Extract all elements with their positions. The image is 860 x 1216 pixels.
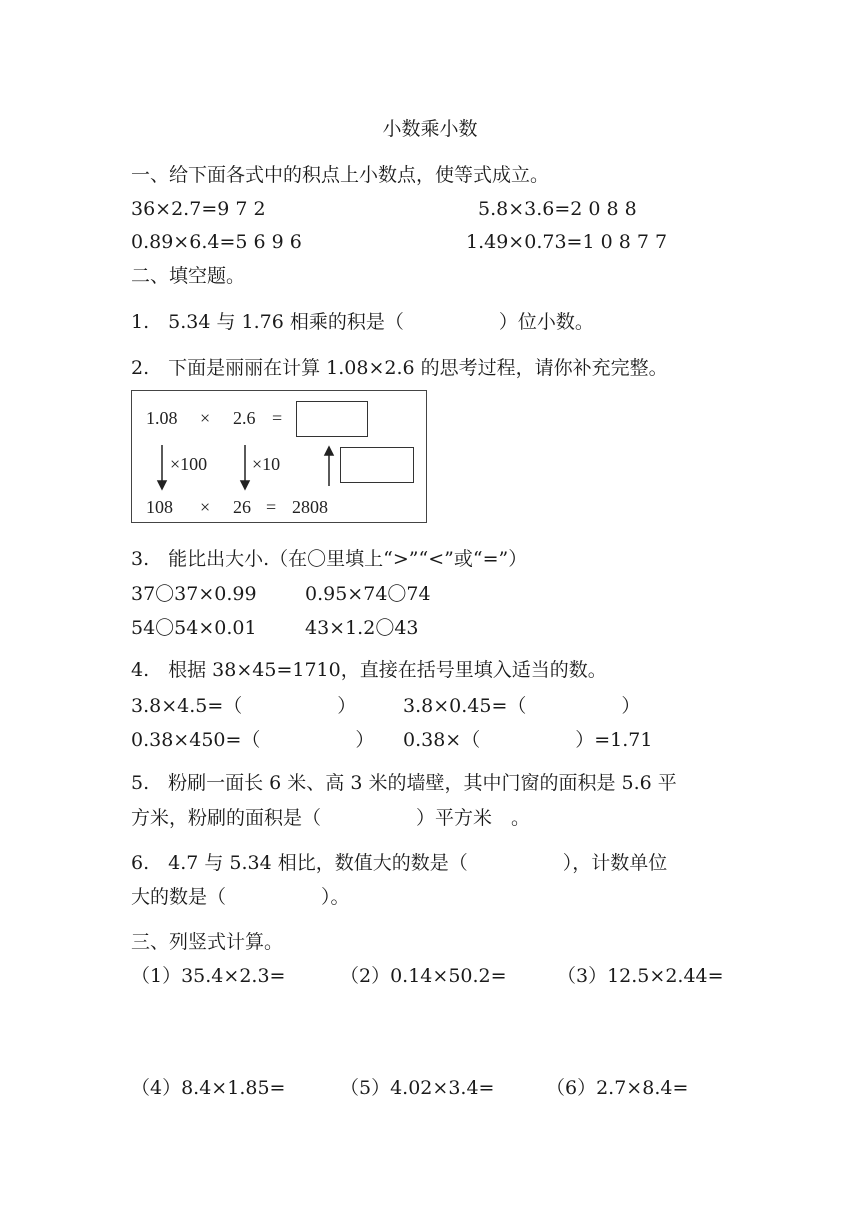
problem-5: （5）4.02×3.4= xyxy=(340,1077,495,1099)
question-6-line2: 大的数是（ ）。 xyxy=(131,886,350,908)
diagram-mid-b: ×10 xyxy=(252,454,281,474)
section1-heading: 一、给下面各式中的积点上小数点，使等式成立。 xyxy=(131,164,550,186)
answer-box-mid[interactable] xyxy=(340,447,414,483)
equation-2: 5.8×3.6=2 0 8 8 xyxy=(478,198,637,220)
question-6-line1: 6. 4.7 与 5.34 相比，数值大的数是（ ），计数单位 xyxy=(131,852,668,874)
problem-6: （6）2.7×8.4= xyxy=(546,1077,689,1099)
diagram-top-b: 2.6 xyxy=(233,408,256,428)
equation-3: 0.89×6.4=5 6 9 6 xyxy=(131,231,302,253)
compare-3: 54〇54×0.01 xyxy=(131,617,257,639)
problem-2: （2）0.14×50.2= xyxy=(340,965,507,987)
calculation-diagram xyxy=(131,390,427,523)
question-5-line2: 方米，粉刷的面积是（ ）平方米 。 xyxy=(131,807,531,829)
compare-2: 0.95×74〇74 xyxy=(305,583,431,605)
diagram-bot-b: 26 xyxy=(233,497,251,517)
problem-4: （4）8.4×1.85= xyxy=(131,1077,286,1099)
compare-4: 43×1.2〇43 xyxy=(305,617,419,639)
question-5-line1: 5. 粉刷一面长 6 米、高 3 米的墙壁，其中门窗的面积是 5.6 平 xyxy=(131,772,677,794)
section2-heading: 二、填空题。 xyxy=(131,265,246,287)
question-2: 2. 下面是丽丽在计算 1.08×2.6 的思考过程，请你补充完整。 xyxy=(131,357,668,379)
equation-4: 1.49×0.73=1 0 8 7 7 xyxy=(466,231,668,253)
section3-heading: 三、列竖式计算。 xyxy=(131,931,284,953)
fill-2: 3.8×0.45=（ ） xyxy=(403,695,641,717)
fill-3: 0.38×450=（ ） xyxy=(131,729,375,751)
diagram-bot-eq: = xyxy=(266,497,277,517)
diagram-top-times: × xyxy=(200,408,211,428)
diagram-mid-a: ×100 xyxy=(170,454,208,474)
diagram-bot-result: 2808 xyxy=(292,497,328,517)
diagram-top-a: 1.08 xyxy=(146,408,178,428)
fill-1: 3.8×4.5=（ ） xyxy=(131,695,357,717)
problem-1: （1）35.4×2.3= xyxy=(131,965,286,987)
compare-1: 37〇37×0.99 xyxy=(131,583,257,605)
question-1: 1. 5.34 与 1.76 相乘的积是（ ）位小数。 xyxy=(131,311,594,333)
diagram-bot-times: × xyxy=(200,497,211,517)
question-3: 3. 能比出大小.（在〇里填上“>”“<”或“=”） xyxy=(131,548,528,570)
question-4: 4. 根据 38×45=1710，直接在括号里填入适当的数。 xyxy=(131,659,607,681)
equation-1: 36×2.7=9 7 2 xyxy=(131,198,266,220)
page-title: 小数乘小数 xyxy=(382,118,478,140)
diagram-top-eq: = xyxy=(272,408,283,428)
diagram-bot-a: 108 xyxy=(146,497,173,517)
fill-4: 0.38×（ ）=1.71 xyxy=(403,729,653,751)
problem-3: （3）12.5×2.44= xyxy=(557,965,724,987)
